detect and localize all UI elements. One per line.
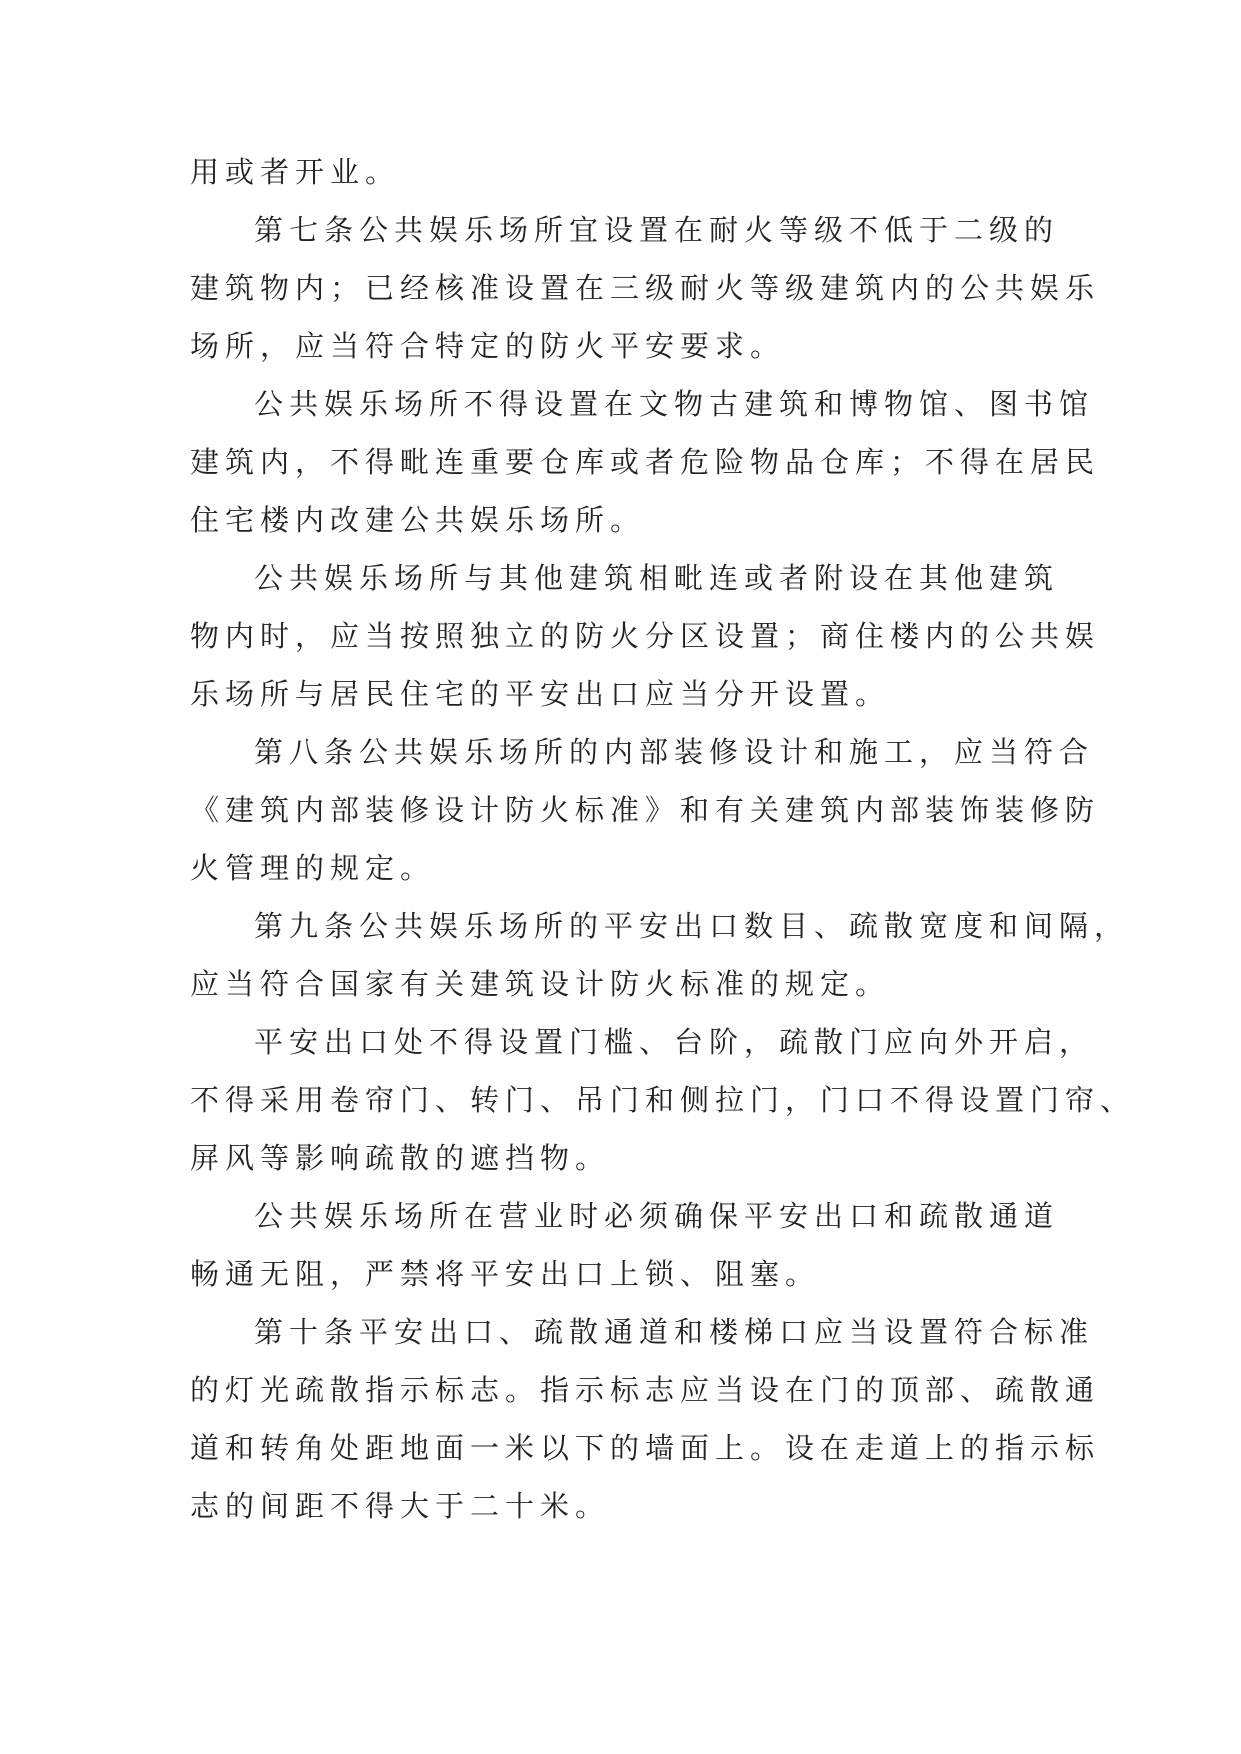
text-line: 道和转角处距地面一米以下的墙面上。设在走道上的指示标 bbox=[190, 1431, 1101, 1465]
text-line: 的灯光疏散指示标志。指示标志应当设在门的顶部、疏散通 bbox=[190, 1373, 1101, 1407]
text-line: 乐场所与居民住宅的平安出口应当分开设置。 bbox=[190, 677, 891, 711]
text-line: 第八条公共娱乐场所的内部装修设计和施工，应当符合 bbox=[254, 735, 1095, 769]
text-line: 住宅楼内改建公共娱乐场所。 bbox=[190, 503, 646, 537]
text-line: 屏风等影响疏散的遮挡物。 bbox=[190, 1141, 611, 1175]
text-line: 第七条公共娱乐场所宜设置在耐火等级不低于二级的 bbox=[254, 213, 1060, 247]
text-line: 公共娱乐场所不得设置在文物古建筑和博物馆、图书馆 bbox=[254, 387, 1095, 421]
text-line: 公共娱乐场所在营业时必须确保平安出口和疏散通道 bbox=[254, 1199, 1060, 1233]
text-line: 物内时，应当按照独立的防火分区设置；商住楼内的公共娱 bbox=[190, 619, 1101, 653]
text-line: 志的间距不得大于二十米。 bbox=[190, 1489, 611, 1523]
text-line: 公共娱乐场所与其他建筑相毗连或者附设在其他建筑 bbox=[254, 561, 1060, 595]
text-line: 建筑内，不得毗连重要仓库或者危险物品仓库；不得在居民 bbox=[190, 445, 1101, 479]
text-line: 应当符合国家有关建筑设计防火标准的规定。 bbox=[190, 967, 891, 1001]
text-line: 第十条平安出口、疏散通道和楼梯口应当设置符合标准 bbox=[254, 1315, 1095, 1349]
text-line: 不得采用卷帘门、转门、吊门和侧拉门，门口不得设置门帘、 bbox=[190, 1083, 1136, 1117]
text-line: 《建筑内部装修设计防火标准》和有关建筑内部装饰装修防 bbox=[190, 793, 1101, 827]
text-line: 用或者开业。 bbox=[190, 155, 401, 189]
text-line: 建筑物内；已经核准设置在三级耐火等级建筑内的公共娱乐 bbox=[190, 271, 1101, 305]
text-line: 场所，应当符合特定的防火平安要求。 bbox=[190, 329, 786, 363]
text-line: 畅通无阻，严禁将平安出口上锁、阻塞。 bbox=[190, 1257, 821, 1291]
text-line: 平安出口处不得设置门槛、台阶，疏散门应向外开启， bbox=[254, 1025, 1095, 1059]
text-line: 火管理的规定。 bbox=[190, 851, 436, 885]
text-line: 第九条公共娱乐场所的平安出口数目、疏散宽度和间隔， bbox=[254, 909, 1130, 943]
